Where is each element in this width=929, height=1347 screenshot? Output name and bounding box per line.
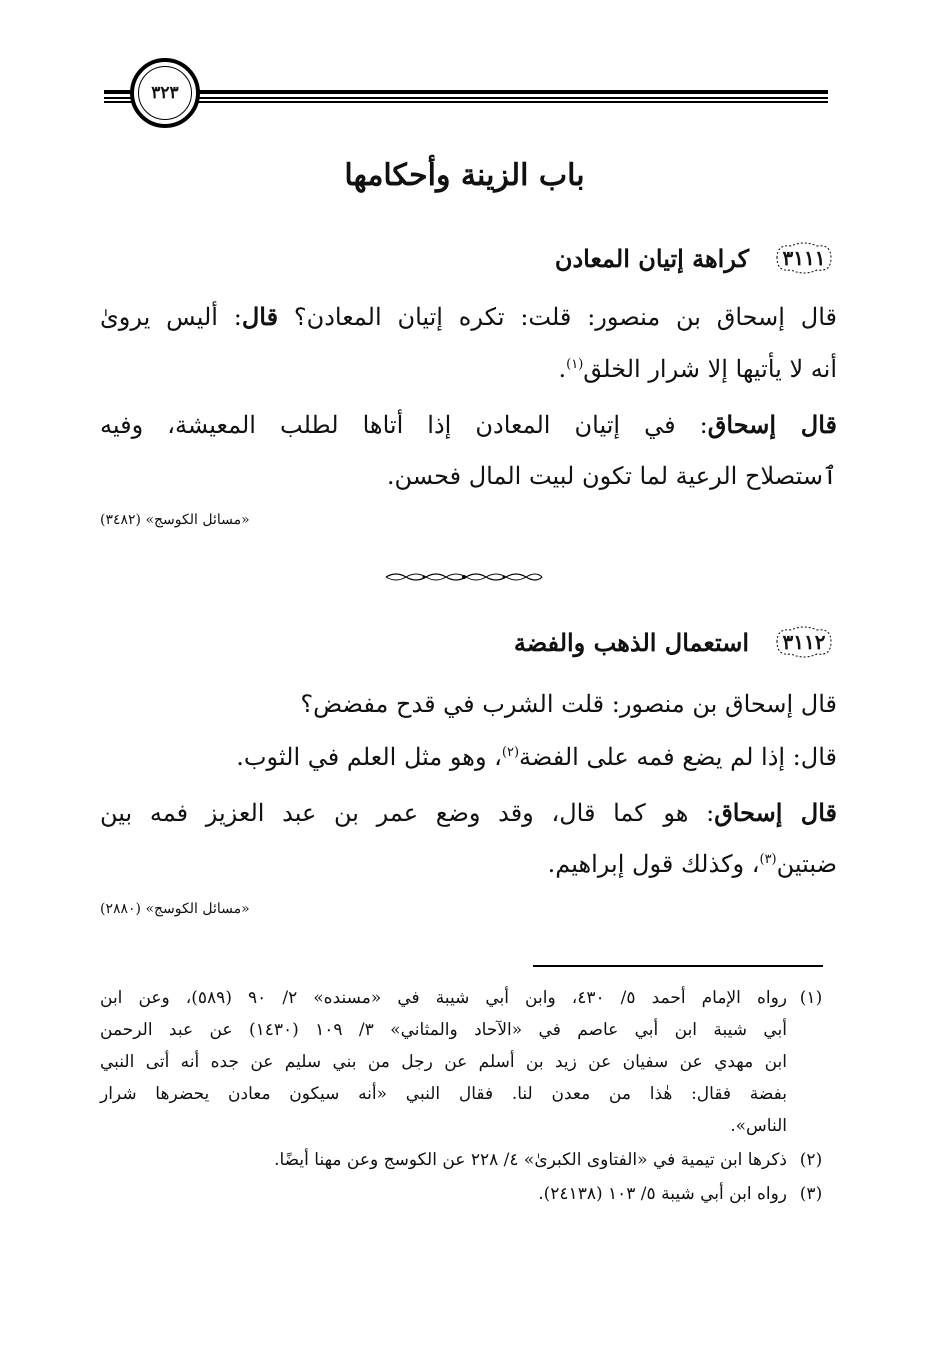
text: ، وهو مثل العلم في الثوب. (236, 743, 502, 771)
footnote-line: ابن مهدي عن سفيان عن زيد بن أسلم عن رجل من بني سليم عن جده أنه أتى النبي (100, 1052, 787, 1072)
text: أنه لا يأتيها إلا شرار الخلق (583, 355, 837, 383)
text: قال: إذا لم يضع فمه على الفضة (519, 743, 837, 771)
speaker-label: قال إسحاق (707, 410, 838, 439)
page-number: ٣٢٣ (151, 83, 179, 103)
header-rule-thin (104, 101, 828, 103)
paragraph-line (558, 355, 837, 383)
paragraph-line (100, 798, 837, 827)
text: قال إسحاق بن منصور: قلت: تكره إتيان المعادن؟ (278, 303, 837, 331)
section-number: ٣١١١ (782, 246, 826, 270)
page-number-badge (130, 58, 200, 128)
text: ٱستصلاح الرعية لما تكون لبيت المال فحسن. (386, 462, 837, 490)
text: ، وكذلك قول إبراهيم. (547, 850, 760, 878)
text: قال إسحاق بن منصور: قلت الشرب في قدح مفضض؟ (300, 690, 837, 718)
source-citation: «مسائل الكوسج» (٢٨٨٠) (100, 901, 250, 917)
footnote-ref: (١) (566, 357, 584, 372)
speaker-label: قال إسحاق (714, 798, 838, 827)
footnote-separator (533, 965, 823, 967)
paragraph-line (300, 690, 837, 718)
header-rule-thick (104, 90, 828, 94)
text: . (558, 355, 567, 383)
footnote-line: الناس». (730, 1116, 787, 1136)
footnote-line: ذكرها ابن تيمية في «الفتاوى الكبرىٰ» ٤/ ٢٢٨ عن الكوسج وعن مهنا أيضًا. (274, 1150, 787, 1170)
section-title: استعمال الذهب والفضة (513, 627, 749, 657)
footnote-line: أبي شيبة ابن أبي عاصم في «الآحاد والمثاني» ٣/ ١٠٩ (١٤٣٠) عن عبد الرحمن (100, 1020, 788, 1040)
section-heading (555, 236, 837, 280)
footnote-ref: (٣) (759, 852, 777, 867)
footnote-mark: (٣) (799, 1184, 823, 1204)
header-rule-thin (104, 97, 828, 99)
section-number: ٣١١٢ (782, 630, 826, 654)
section-number-badge (771, 238, 837, 278)
speaker-label: قال (241, 302, 279, 331)
footnote-ref: (٢) (501, 745, 520, 760)
text: ضبتين (776, 850, 837, 878)
paragraph-line (100, 302, 837, 331)
section-heading (514, 620, 837, 664)
section-number-badge (771, 622, 837, 662)
footnote-line: رواه الإمام أحمد ٥/ ٤٣٠، وابن أبي شيبة في «مسنده» ٢/ ٩٠ (٥٨٩)، وعن ابن (100, 988, 787, 1008)
footnote-line: رواه ابن أبي شيبة ٥/ ١٠٣ (٢٤١٣٨). (538, 1184, 787, 1204)
section-title: كراهة إتيان المعادن (554, 243, 749, 273)
source-citation: «مسائل الكوسج» (٣٤٨٢) (100, 512, 250, 528)
footnote-mark: (١) (799, 988, 823, 1008)
footnote-mark: (٢) (799, 1150, 823, 1170)
paragraph-line (236, 743, 837, 771)
text: : هو كما قال، وقد وضع عمر بن عبد العزيز فمه بين (100, 799, 715, 827)
paragraph-line (548, 850, 837, 878)
paragraph-line (387, 462, 837, 490)
footnote-line: بفضة فقال: هٰذا من معدن لنا. فقال النبي «أنه سيكون معادن يحضرها شرار (100, 1084, 787, 1104)
text: : أليس يروىٰ (100, 303, 242, 331)
chapter-title: باب الزينة وأحكامها (344, 158, 585, 193)
text: : في إتيان المعادن إذا أتاها لطلب المعيشة، وفيه (100, 411, 708, 439)
ornament-divider-icon (384, 570, 544, 584)
paragraph-line (100, 410, 837, 439)
